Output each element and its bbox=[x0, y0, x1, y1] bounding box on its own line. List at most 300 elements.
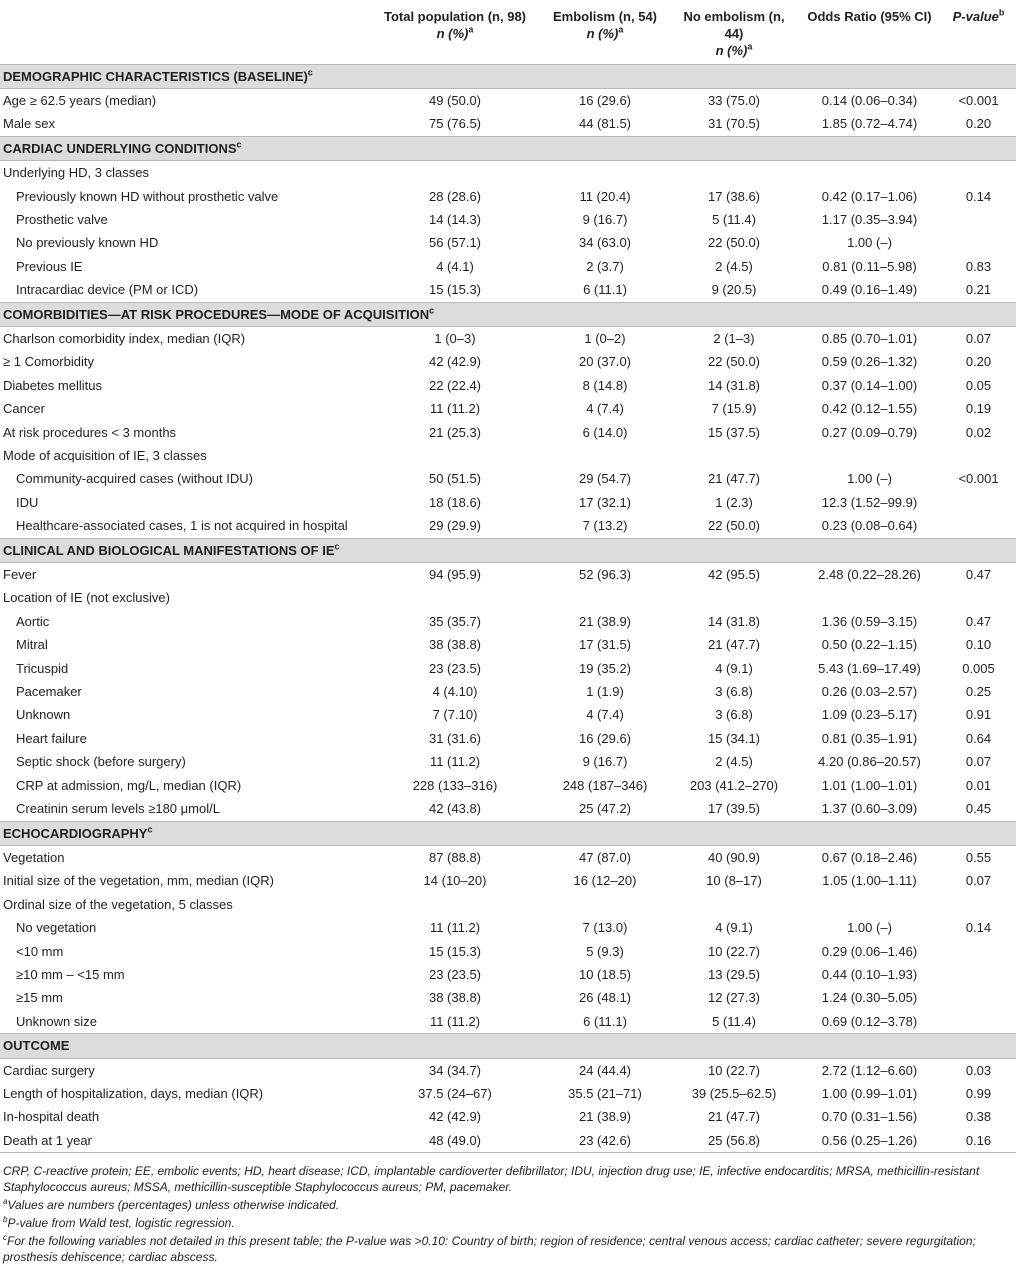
odds-ratio-cell: 1.00 (–) bbox=[847, 920, 892, 936]
row-label: Ordinal size of the vegetation, 5 classes bbox=[3, 896, 233, 912]
no-embolism-cell bbox=[670, 586, 798, 609]
no-embolism-cell: 5 (11.4) bbox=[712, 1013, 756, 1029]
table-row bbox=[0, 112, 1016, 136]
odds-ratio-cell: 1.09 (0.23–5.17) bbox=[821, 707, 918, 723]
p-value-cell: 0.47 bbox=[965, 613, 992, 629]
table-row bbox=[0, 374, 1016, 397]
odds-ratio-cell: 0.56 (0.25–1.26) bbox=[798, 1129, 941, 1153]
no-embolism-cell: 21 (47.7) bbox=[707, 471, 761, 487]
no-embolism-cell: 7 (15.9) bbox=[711, 401, 757, 417]
p-value-cell: 0.14 bbox=[965, 920, 992, 936]
column-header-5 bbox=[941, 0, 1016, 64]
p-value-cell bbox=[941, 893, 1016, 916]
total-population-cell: 21 (25.3) bbox=[428, 424, 482, 440]
column-header-4 bbox=[798, 0, 941, 64]
total-population-cell: 14 (10–20) bbox=[423, 873, 487, 889]
column-header-title: No embolism (n, 44) bbox=[683, 9, 785, 41]
row-label: Mitral bbox=[16, 637, 48, 653]
p-value-cell: 0.07 bbox=[965, 330, 992, 346]
p-value-cell bbox=[941, 161, 1016, 185]
total-population-cell: 4 (4.10) bbox=[432, 684, 478, 700]
p-value-cell: 0.47 bbox=[965, 567, 992, 583]
table-row bbox=[0, 703, 1016, 726]
p-value-cell: 0.99 bbox=[965, 1085, 992, 1101]
table-row bbox=[0, 986, 1016, 1009]
total-population-cell: 22 (22.4) bbox=[428, 377, 482, 393]
no-embolism-cell: 22 (50.0) bbox=[707, 518, 761, 534]
embolism-cell: 29 (54.7) bbox=[578, 471, 632, 487]
p-value-cell: 0.05 bbox=[965, 377, 992, 393]
total-population-cell: 7 (7.10) bbox=[432, 707, 478, 723]
section-title: ECHOCARDIOGRAPHY bbox=[3, 825, 148, 841]
row-label: Cardiac surgery bbox=[3, 1062, 95, 1078]
row-label: Septic shock (before surgery) bbox=[16, 754, 186, 770]
footnote-marker: a bbox=[747, 41, 753, 52]
footnote bbox=[3, 1215, 1013, 1231]
table-row bbox=[0, 633, 1016, 656]
no-embolism-cell: 12 (27.3) bbox=[707, 990, 761, 1006]
row-label: Previous IE bbox=[16, 258, 83, 274]
column-header-2 bbox=[540, 0, 670, 64]
no-embolism-cell: 4 (9.1) bbox=[715, 660, 753, 676]
p-value-cell: 0.20 bbox=[965, 354, 992, 370]
no-embolism-cell: 10 (8–17) bbox=[706, 873, 762, 889]
embolism-cell: 20 (37.0) bbox=[578, 354, 632, 370]
table-row bbox=[0, 916, 1016, 939]
odds-ratio-cell: 0.50 (0.22–1.15) bbox=[821, 637, 918, 653]
table-row bbox=[0, 231, 1016, 254]
total-population-cell: 34 (34.7) bbox=[428, 1062, 482, 1078]
row-label: ≥ 1 Comorbidity bbox=[3, 354, 94, 370]
no-embolism-cell: 17 (39.5) bbox=[707, 801, 761, 817]
total-population-cell: 15 (15.3) bbox=[428, 943, 482, 959]
section-header-row bbox=[0, 538, 1016, 562]
no-embolism-cell: 3 (6.8) bbox=[715, 707, 753, 723]
p-value-cell: 0.01 bbox=[965, 777, 992, 793]
section-header bbox=[0, 1034, 1016, 1058]
embolism-cell: 9 (16.7) bbox=[582, 211, 628, 227]
total-population-cell: 18 (18.6) bbox=[428, 494, 482, 510]
row-label: At risk procedures < 3 months bbox=[3, 424, 177, 440]
p-value-cell bbox=[941, 208, 1016, 231]
row-label: Underlying HD, 3 classes bbox=[3, 165, 149, 181]
odds-ratio-cell: 1.00 (0.99–1.01) bbox=[821, 1085, 918, 1101]
row-label: Initial size of the vegetation, mm, median (IQR) bbox=[3, 873, 274, 889]
row-label: Intracardiac device (PM or ICD) bbox=[16, 282, 199, 298]
row-label: Pacemaker bbox=[16, 684, 82, 700]
odds-ratio-cell: 0.70 (0.31–1.56) bbox=[821, 1109, 918, 1125]
total-population-cell: 42 (42.9) bbox=[428, 1109, 482, 1125]
p-value-cell bbox=[941, 231, 1016, 254]
table-row bbox=[0, 1082, 1016, 1105]
footnote-marker: c bbox=[307, 67, 313, 78]
row-label: Prosthetic valve bbox=[16, 211, 108, 227]
row-label: Charlson comorbidity index, median (IQR) bbox=[3, 330, 246, 346]
odds-ratio-cell: 0.67 (0.18–2.46) bbox=[821, 849, 918, 865]
row-label: Age ≥ 62.5 years (median) bbox=[3, 92, 157, 108]
p-value-cell bbox=[941, 986, 1016, 1009]
table-row bbox=[0, 750, 1016, 773]
odds-ratio-cell: 1.85 (0.72–4.74) bbox=[821, 116, 918, 132]
embolism-cell: 10 (18.5) bbox=[578, 966, 632, 982]
embolism-cell: 16 (29.6) bbox=[578, 92, 632, 108]
embolism-cell: 21 (38.9) bbox=[578, 1109, 632, 1125]
column-header-subtitle: n (%) bbox=[436, 26, 469, 41]
no-embolism-cell: 10 (22.7) bbox=[707, 943, 761, 959]
section-header bbox=[0, 302, 1016, 326]
no-embolism-cell: 25 (56.8) bbox=[670, 1129, 798, 1153]
row-label: Heart failure bbox=[16, 730, 87, 746]
footnote bbox=[3, 1197, 1013, 1213]
total-population-cell: 29 (29.9) bbox=[428, 518, 482, 534]
total-population-cell: 23 (23.5) bbox=[428, 966, 482, 982]
embolism-cell: 6 (11.1) bbox=[583, 282, 627, 298]
table-body bbox=[0, 64, 1016, 1153]
no-embolism-cell: 21 (47.7) bbox=[707, 1109, 761, 1125]
table-row bbox=[0, 727, 1016, 750]
row-label: Healthcare-associated cases, 1 is not acquired in hospital bbox=[16, 518, 348, 534]
p-value-cell: 0.02 bbox=[965, 424, 992, 440]
embolism-cell bbox=[540, 586, 670, 609]
section-title: COMORBIDITIES—AT RISK PROCEDURES—MODE OF ACQUISITION bbox=[3, 306, 430, 322]
table-row bbox=[0, 610, 1016, 633]
total-population-cell bbox=[370, 444, 540, 467]
odds-ratio-cell: 0.37 (0.14–1.00) bbox=[821, 377, 918, 393]
total-population-cell: 37.5 (24–67) bbox=[418, 1085, 492, 1101]
total-population-cell: 42 (42.9) bbox=[428, 354, 482, 370]
p-value-cell: 0.10 bbox=[965, 637, 992, 653]
table-row bbox=[0, 1010, 1016, 1034]
odds-ratio-cell: 0.42 (0.12–1.55) bbox=[821, 401, 918, 417]
odds-ratio-cell: 1.05 (1.00–1.11) bbox=[822, 873, 917, 889]
p-value-cell bbox=[941, 963, 1016, 986]
embolism-cell: 25 (47.2) bbox=[578, 801, 632, 817]
no-embolism-cell bbox=[670, 444, 798, 467]
no-embolism-cell: 33 (75.0) bbox=[707, 92, 761, 108]
total-population-cell: 14 (14.3) bbox=[428, 211, 482, 227]
table-row bbox=[0, 657, 1016, 680]
row-label: Fever bbox=[3, 567, 37, 583]
odds-ratio-cell: 1.36 (0.59–3.15) bbox=[821, 613, 918, 629]
p-value-cell bbox=[941, 586, 1016, 609]
p-value-cell: 0.07 bbox=[965, 754, 992, 770]
total-population-cell: 11 (11.2) bbox=[429, 401, 481, 417]
row-label: No previously known HD bbox=[16, 235, 159, 251]
row-label: No vegetation bbox=[16, 920, 97, 936]
total-population-cell: 87 (88.8) bbox=[428, 849, 482, 865]
odds-ratio-cell: 1.24 (0.30–5.05) bbox=[821, 990, 918, 1006]
table-footnotes bbox=[0, 1153, 1016, 1265]
table-row bbox=[0, 208, 1016, 231]
row-label: In-hospital death bbox=[3, 1109, 100, 1125]
no-embolism-cell bbox=[670, 161, 798, 185]
section-header-row bbox=[0, 136, 1016, 160]
odds-ratio-cell: 0.49 (0.16–1.49) bbox=[821, 282, 918, 298]
no-embolism-cell: 2 (4.5) bbox=[715, 258, 753, 274]
total-population-cell: 31 (31.6) bbox=[428, 730, 482, 746]
section-title: DEMOGRAPHIC CHARACTERISTICS (BASELINE) bbox=[3, 68, 308, 84]
p-value-cell: 0.83 bbox=[965, 258, 992, 274]
no-embolism-cell: 17 (38.6) bbox=[707, 188, 761, 204]
column-header-1 bbox=[370, 0, 540, 64]
row-label: IDU bbox=[16, 494, 39, 510]
table-row bbox=[0, 586, 1016, 609]
p-value-cell: 0.16 bbox=[941, 1129, 1016, 1153]
no-embolism-cell: 2 (1–3) bbox=[713, 330, 755, 346]
odds-ratio-cell: 0.81 (0.35–1.91) bbox=[821, 730, 918, 746]
row-label: Unknown size bbox=[16, 1013, 97, 1029]
odds-ratio-cell: 0.27 (0.09–0.79) bbox=[821, 424, 918, 440]
footnote-marker: a bbox=[618, 24, 624, 35]
odds-ratio-cell: 0.85 (0.70–1.01) bbox=[821, 330, 918, 346]
footnote-marker: c bbox=[147, 824, 153, 835]
embolism-cell: 26 (48.1) bbox=[578, 990, 632, 1006]
embolism-cell: 23 (42.6) bbox=[540, 1129, 670, 1153]
embolism-cell: 47 (87.0) bbox=[578, 849, 632, 865]
no-embolism-cell: 203 (41.2–270) bbox=[689, 777, 779, 793]
odds-ratio-cell: 1.01 (1.00–1.01) bbox=[821, 777, 918, 793]
odds-ratio-cell: 0.59 (0.26–1.32) bbox=[821, 354, 918, 370]
total-population-cell: 228 (133–316) bbox=[412, 777, 498, 793]
table-row bbox=[0, 491, 1016, 514]
table-header bbox=[0, 0, 1016, 64]
section-header-row bbox=[0, 64, 1016, 88]
embolism-cell: 1 (0–2) bbox=[584, 330, 626, 346]
row-label: Creatinin serum levels ≥180 μmol/L bbox=[16, 801, 220, 817]
embolism-cell: 8 (14.8) bbox=[582, 377, 628, 393]
odds-ratio-cell: 2.48 (0.22–28.26) bbox=[818, 567, 921, 583]
odds-ratio-cell: 4.20 (0.86–20.57) bbox=[818, 754, 921, 770]
no-embolism-cell: 9 (20.5) bbox=[711, 282, 757, 298]
no-embolism-cell: 15 (37.5) bbox=[707, 424, 761, 440]
header-row bbox=[0, 0, 1016, 64]
odds-ratio-cell: 0.42 (0.17–1.06) bbox=[821, 188, 918, 204]
embolism-cell: 7 (13.0) bbox=[582, 920, 628, 936]
table-row bbox=[0, 88, 1016, 112]
p-value-cell: 0.91 bbox=[965, 707, 992, 723]
column-header-subtitle: n (%) bbox=[715, 43, 748, 58]
row-label: Vegetation bbox=[3, 849, 65, 865]
total-population-cell: 38 (38.8) bbox=[428, 990, 482, 1006]
no-embolism-cell: 1 (2.3) bbox=[715, 494, 753, 510]
p-value-cell: 0.14 bbox=[965, 188, 992, 204]
p-value-cell: <0.001 bbox=[958, 471, 999, 487]
no-embolism-cell: 13 (29.5) bbox=[707, 966, 761, 982]
footnote-text: P-value from Wald test, logistic regression. bbox=[7, 1216, 235, 1231]
no-embolism-cell: 4 (9.1) bbox=[715, 920, 753, 936]
row-label: Unknown bbox=[16, 707, 71, 723]
embolism-cell: 9 (16.7) bbox=[582, 754, 628, 770]
total-population-cell: 4 (4.1) bbox=[436, 258, 474, 274]
odds-ratio-cell: 1.00 (–) bbox=[847, 471, 892, 487]
no-embolism-cell: 21 (47.7) bbox=[707, 637, 761, 653]
embolism-cell: 6 (14.0) bbox=[582, 424, 628, 440]
embolism-cell: 2 (3.7) bbox=[586, 258, 624, 274]
p-value-cell bbox=[941, 514, 1016, 538]
embolism-cell: 44 (81.5) bbox=[578, 116, 632, 132]
embolism-cell: 21 (38.9) bbox=[578, 613, 632, 629]
table-row bbox=[0, 255, 1016, 278]
p-value-cell: 0.25 bbox=[965, 684, 992, 700]
section-header bbox=[0, 538, 1016, 562]
embolism-cell: 16 (12–20) bbox=[573, 873, 637, 889]
row-label: Community-acquired cases (without IDU) bbox=[16, 471, 253, 487]
footnote-marker: c bbox=[3, 1233, 7, 1243]
embolism-cell bbox=[540, 161, 670, 185]
section-title: CLINICAL AND BIOLOGICAL MANIFESTATIONS OF IE bbox=[3, 542, 335, 558]
no-embolism-cell: 2 (4.5) bbox=[715, 754, 753, 770]
embolism-cell: 5 (9.3) bbox=[586, 943, 624, 959]
table-row bbox=[0, 893, 1016, 916]
column-header-title: P-value bbox=[952, 9, 999, 24]
table-row bbox=[0, 467, 1016, 490]
odds-ratio-cell: 0.14 (0.06–0.34) bbox=[821, 92, 918, 108]
no-embolism-cell: 15 (34.1) bbox=[707, 730, 761, 746]
section-header-row bbox=[0, 302, 1016, 326]
section-title: CARDIAC UNDERLYING CONDITIONS bbox=[3, 140, 237, 156]
p-value-cell: 0.38 bbox=[965, 1109, 992, 1125]
footnote-marker: a bbox=[3, 1197, 8, 1207]
odds-ratio-cell bbox=[798, 444, 941, 467]
odds-ratio-cell: 1.00 (–) bbox=[847, 235, 892, 251]
section-header-row bbox=[0, 1034, 1016, 1058]
total-population-cell: 28 (28.6) bbox=[428, 188, 482, 204]
table-row bbox=[0, 514, 1016, 538]
footnote-marker: c bbox=[236, 139, 242, 150]
footnote bbox=[3, 1163, 1013, 1195]
column-header-title: Odds Ratio (95% CI) bbox=[807, 9, 932, 24]
column-header-title: Total population (n, 98) bbox=[383, 9, 527, 24]
odds-ratio-cell: 0.23 (0.08–0.64) bbox=[821, 518, 918, 534]
embolism-cell: 24 (44.4) bbox=[578, 1062, 632, 1078]
table-row bbox=[0, 1105, 1016, 1128]
no-embolism-cell: 10 (22.7) bbox=[707, 1062, 761, 1078]
no-embolism-cell bbox=[670, 893, 798, 916]
no-embolism-cell: 39 (25.5–62.5) bbox=[691, 1085, 777, 1101]
table-row bbox=[0, 940, 1016, 963]
embolism-cell bbox=[540, 893, 670, 916]
no-embolism-cell: 14 (31.8) bbox=[707, 613, 761, 629]
column-header-title: Embolism (n, 54) bbox=[552, 9, 658, 24]
p-value-cell: 0.005 bbox=[962, 660, 995, 676]
odds-ratio-cell: 0.29 (0.06–1.46) bbox=[821, 943, 918, 959]
total-population-cell: 49 (50.0) bbox=[428, 92, 482, 108]
row-label: Tricuspid bbox=[16, 660, 69, 676]
row-label: Death at 1 year bbox=[0, 1129, 370, 1153]
table-row bbox=[0, 444, 1016, 467]
odds-ratio-cell: 0.44 (0.10–1.93) bbox=[821, 966, 918, 982]
embolism-cell: 16 (29.6) bbox=[578, 730, 632, 746]
row-label: Mode of acquisition of IE, 3 classes bbox=[3, 448, 207, 463]
total-population-cell bbox=[370, 161, 540, 185]
p-value-cell: 0.07 bbox=[965, 873, 992, 889]
section-header bbox=[0, 821, 1016, 845]
odds-ratio-cell: 0.81 (0.11–5.98) bbox=[822, 258, 917, 274]
row-label: Location of IE (not exclusive) bbox=[3, 590, 170, 606]
section-header bbox=[0, 64, 1016, 88]
embolism-cell: 17 (32.1) bbox=[578, 494, 632, 510]
embolism-cell: 4 (7.4) bbox=[586, 707, 624, 723]
odds-ratio-cell bbox=[798, 586, 941, 609]
footnote-marker: b bbox=[3, 1215, 8, 1225]
embolism-cell: 34 (63.0) bbox=[578, 235, 632, 251]
total-population-cell: 15 (15.3) bbox=[428, 282, 482, 298]
p-value-cell: 0.19 bbox=[965, 401, 992, 417]
embolism-cell bbox=[540, 444, 670, 467]
total-population-cell: 56 (57.1) bbox=[428, 235, 482, 251]
column-header-0 bbox=[0, 0, 370, 64]
odds-ratio-cell bbox=[798, 161, 941, 185]
table-row bbox=[0, 350, 1016, 373]
p-value-cell: 0.21 bbox=[965, 282, 992, 298]
odds-ratio-cell: 5.43 (1.69–17.49) bbox=[818, 660, 921, 676]
row-label: Length of hospitalization, days, median (IQR) bbox=[3, 1085, 264, 1101]
footnote-marker: c bbox=[334, 541, 340, 552]
odds-ratio-cell: 1.17 (0.35–3.94) bbox=[821, 211, 918, 227]
p-value-cell: 0.20 bbox=[965, 116, 992, 132]
odds-ratio-cell: 0.69 (0.12–3.78) bbox=[821, 1013, 918, 1029]
row-label: Diabetes mellitus bbox=[3, 377, 102, 393]
row-label: Previously known HD without prosthetic valve bbox=[16, 188, 279, 204]
row-label: Cancer bbox=[3, 401, 45, 417]
p-value-cell: 0.45 bbox=[965, 801, 992, 817]
embolism-cell: 248 (187–346) bbox=[562, 777, 648, 793]
table-row bbox=[0, 563, 1016, 587]
table-row bbox=[0, 774, 1016, 797]
p-value-cell: 0.55 bbox=[965, 849, 992, 865]
table-row bbox=[0, 278, 1016, 302]
embolism-cell: 19 (35.2) bbox=[578, 660, 632, 676]
no-embolism-cell: 40 (90.9) bbox=[707, 849, 761, 865]
table-row bbox=[0, 1129, 1016, 1153]
footnote-text: Values are numbers (percentages) unless otherwise indicated. bbox=[7, 1198, 340, 1213]
section-title: OUTCOME bbox=[3, 1038, 70, 1054]
total-population-cell: 75 (76.5) bbox=[428, 116, 482, 132]
footnote-marker: b bbox=[998, 7, 1005, 18]
no-embolism-cell: 22 (50.0) bbox=[707, 235, 761, 251]
p-value-cell bbox=[941, 1010, 1016, 1034]
embolism-cell: 6 (11.1) bbox=[583, 1013, 627, 1029]
total-population-cell: 94 (95.9) bbox=[428, 567, 482, 583]
embolism-cell: 7 (13.2) bbox=[582, 518, 628, 534]
total-population-cell: 11 (11.2) bbox=[429, 1013, 481, 1029]
footnote-text: For the following variables not detailed in this present table; the P-value was >0.10: Country of birth; region of residence; central venous access; cardiac catheter; severe regurgitation; prosthesis dehiscence; cardiac abscess. bbox=[3, 1234, 976, 1265]
embolism-cell: 17 (31.5) bbox=[578, 637, 632, 653]
footnote bbox=[3, 1233, 1013, 1265]
table-row bbox=[0, 869, 1016, 892]
table-row bbox=[0, 185, 1016, 208]
table-row bbox=[0, 680, 1016, 703]
total-population-cell: 11 (11.2) bbox=[429, 920, 481, 936]
row-label: ≥10 mm – <15 mm bbox=[16, 966, 125, 982]
odds-ratio-cell bbox=[798, 893, 941, 916]
footnote-marker: a bbox=[468, 24, 474, 35]
embolism-cell: 52 (96.3) bbox=[578, 567, 632, 583]
table-row bbox=[0, 397, 1016, 420]
total-population-cell: 35 (35.7) bbox=[428, 613, 482, 629]
table-row bbox=[0, 1058, 1016, 1082]
footnote-marker: c bbox=[429, 305, 435, 316]
total-population-cell: 23 (23.5) bbox=[428, 660, 482, 676]
total-population-cell: 48 (49.0) bbox=[370, 1129, 540, 1153]
odds-ratio-cell: 2.72 (1.12–6.60) bbox=[821, 1062, 918, 1078]
no-embolism-cell: 5 (11.4) bbox=[712, 211, 756, 227]
no-embolism-cell: 14 (31.8) bbox=[707, 377, 761, 393]
total-population-cell: 42 (43.8) bbox=[428, 801, 482, 817]
table-row bbox=[0, 326, 1016, 350]
embolism-cell: 4 (7.4) bbox=[586, 401, 624, 417]
p-value-cell bbox=[941, 444, 1016, 467]
